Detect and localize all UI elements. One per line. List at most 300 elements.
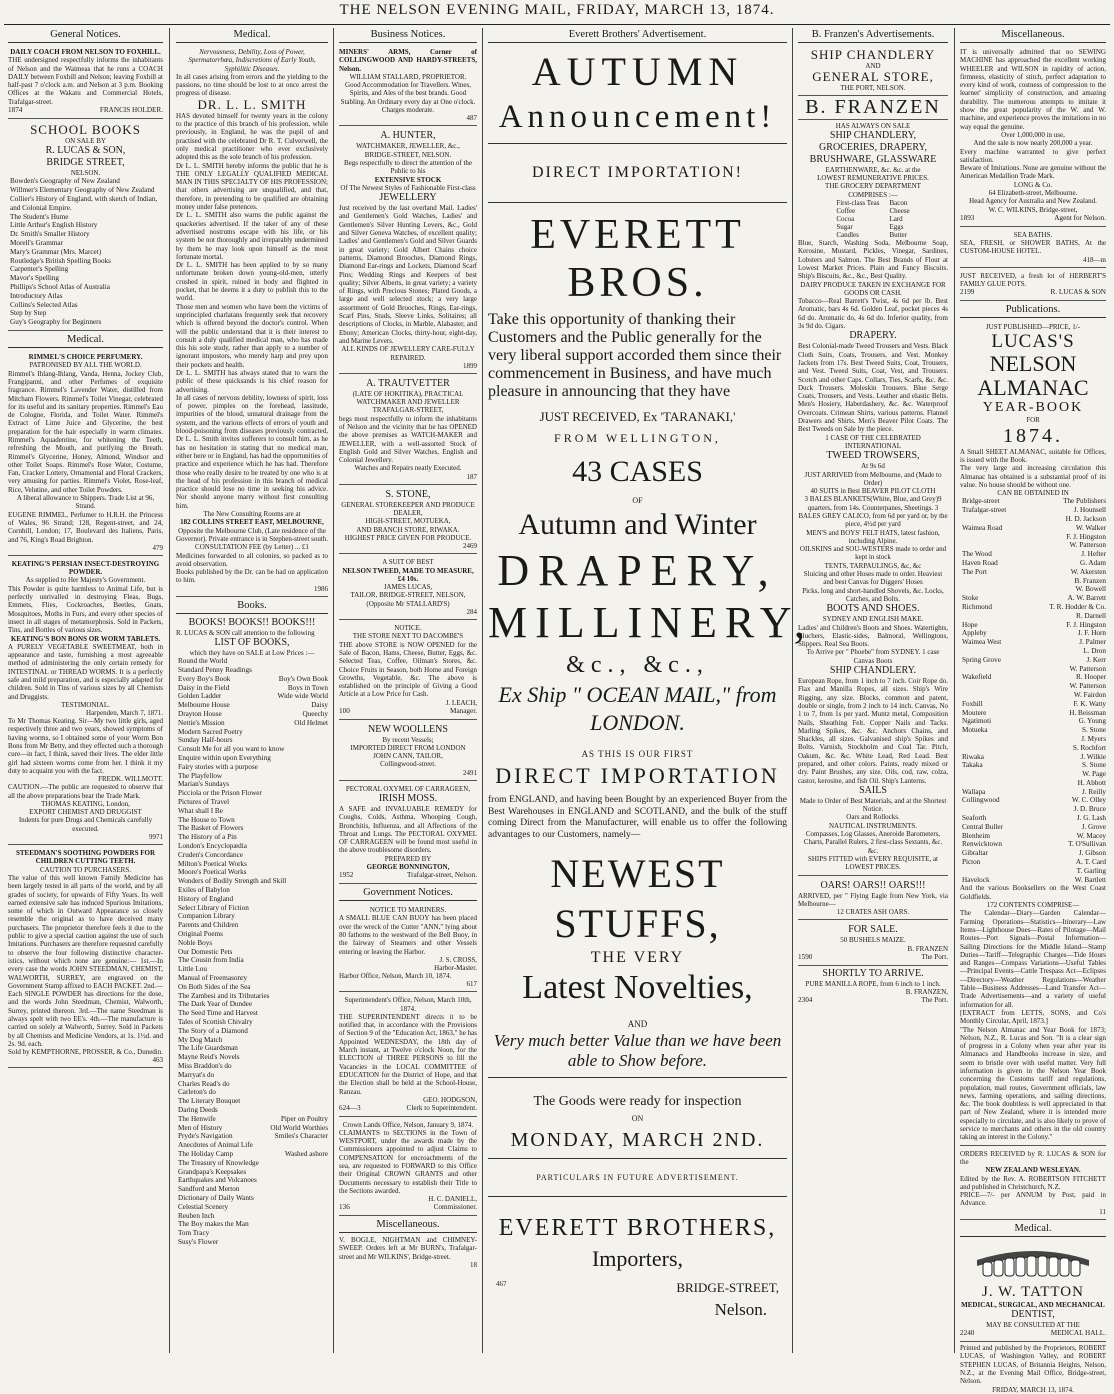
list-item <box>178 772 328 781</box>
agent-place: Takaka <box>962 761 983 770</box>
agent-name: H. D. Jackson <box>1065 514 1106 523</box>
ad-body: European Rope, from 1 inch to 7 inch. Coir Rope do. Flax and Manilla Ropes, all sizes. Ship's Wire Rigging, any size. Blocks, common and patent, double or single, from 2 inch to 14 inch. Canvas, No 1 to 7, from 1s per yard. Muntz metal, Composition Nails, Sheathing Felt. Copper Nails and Tacks. Marling Spikes, &c. &c. Anchors Chains, and Shackles, all sizes. Galvanised ship's Spikes and Bolts. Varnish, Stockholm and Coal Tar. Pitch, Oakum, &c. &c. White Lead, Red Lead. Best prepared, and other colors. Paints, ready mixed or dry. Paint Brushes, any size. Oils, cod, raw, colza, castor, kerosine, and fish Oil. Ship's Lanterns. <box>798 677 948 785</box>
ad-address: MEDICAL HALL. <box>1050 1329 1106 1338</box>
trautvetter-advert <box>339 376 477 485</box>
agent-row <box>962 717 1106 726</box>
ad-number: 2240 <box>960 1329 975 1338</box>
agent-name: S. Stone <box>1082 726 1106 735</box>
ev-value: Very much better Value than we have been able to Show before. <box>493 1031 782 1070</box>
agent-row <box>962 867 1106 876</box>
book-title: Select Library of Fiction <box>178 903 249 912</box>
agent-place: Collingwood <box>962 796 1000 805</box>
ad-body: JUST RECEIVED, a fresh lot of HERBERT'S FAMILY GLUE POTS. <box>960 271 1106 288</box>
ad-line: LOWEST REMUNERATIVE PRICES. <box>817 174 929 183</box>
agent-row <box>962 647 1106 656</box>
agent-row <box>962 621 1106 630</box>
ad-title: LUCAS'S <box>991 331 1075 353</box>
ad-body: 3 BALES BLANKETS(White, Blue, and Grey)9 quarters, from 14s. Counterpanes, Sheetings. 3 BALES GREY CALICO, from 6d per yard or, by the piece, 4½d per yard <box>798 495 948 529</box>
ad-note: Watches and Repairs neatly Executed. <box>354 464 462 473</box>
agent-row <box>962 612 1106 621</box>
ad-title: SHIP CHANDLERY <box>810 47 936 62</box>
agent-place: Picton <box>962 858 981 867</box>
ad-firm: LONG & Co. <box>1013 180 1053 189</box>
agent-place: Central Buller <box>962 822 1003 831</box>
book-title: Celestial Scenery <box>178 1202 229 1211</box>
agent-row <box>962 832 1106 841</box>
ad-role: TAILOR, BRIDGE-STREET, NELSON, <box>350 591 466 600</box>
list-item: Little Arthur's English History <box>10 221 98 230</box>
teeth-icon <box>973 1246 1093 1280</box>
ev-received: JUST RECEIVED, Ex 'TARANAKI,' <box>539 409 736 424</box>
book-title: The Story of a Diamond <box>178 1026 248 1035</box>
ad-note: PREPARED BY <box>384 854 432 863</box>
ad-title: KEATING'S PERSIAN INSECT-DESTROYING POWDER. <box>11 559 160 577</box>
book-title: The Dark Year of Dundee <box>178 1000 253 1009</box>
divider <box>488 1196 787 1197</box>
book-title: Dictionary of Daily Wants <box>178 1193 254 1202</box>
column-miscellaneous <box>956 28 1110 1394</box>
ev-monday: MONDAY, MARCH 2ND. <box>510 1129 765 1151</box>
ad-title: DR. L. L. SMITH <box>197 96 307 112</box>
column-medical-books <box>172 28 332 1353</box>
ad-subtitle: GENERAL STORE, <box>812 69 934 85</box>
list-item <box>178 824 328 833</box>
ev-cases: 43 CASES <box>572 455 703 488</box>
ad-address: Collingwood-street. <box>380 760 436 769</box>
list-item <box>178 851 328 860</box>
keating-advert <box>8 558 163 845</box>
agent-name: S. Stone <box>1082 761 1106 770</box>
ad-note: COMPRISES :— <box>848 190 898 199</box>
ad-signature: FREDK. WILLMOTT. <box>98 775 163 784</box>
ad-body: NELSON TWEED, MADE TO MEASURE, £4 10s. <box>342 566 474 583</box>
ad-line: EARTHENWARE, &c. &c. at the <box>825 165 921 174</box>
agent-name: W. Patterson <box>1069 682 1106 691</box>
book-title: The Holiday Camp <box>178 1149 234 1158</box>
list-item <box>178 1238 328 1247</box>
ad-body: THE SUPERINTENDENT directs it to be notified that, in accordance with the Provisions of Section 9 of the "Education Act, 1863," he has Appointed WEDNESDAY, the 18th day of March instant, at Twelve o'clock Noon, for the ELECTION of THREE PERSONS to fill the Vacancies in the LOCAL COMMITTEE of EDUCATION for the District of Hope, and that the Election shall be held at the School-House, Ranzau. <box>339 1012 477 1096</box>
book-title: The Seed Time and Harvest <box>178 1009 258 1018</box>
list-item <box>178 745 328 754</box>
agent-name: J. Gibson <box>1078 849 1106 858</box>
book-title: Moore's Poetical Works <box>178 868 247 877</box>
column-rule <box>333 28 334 1353</box>
list-item <box>178 780 328 789</box>
divider <box>488 143 787 144</box>
ad-signature: J. S. CROSS, <box>439 955 477 964</box>
ad-line: 40 SUITS in Best BEAVER PILOT CLOTH <box>810 487 936 496</box>
ad-number: 2304 <box>798 995 813 1004</box>
ad-title: MINERS' ARMS, Corner of COLLINGWOOD AND HARDY-STREETS, Nelson. <box>339 48 477 73</box>
ad-subtitle: EXTENSIVE STOCK <box>374 175 442 184</box>
ad-body: Edited by the Rev. A. ROBERTSON FITCHETT and published in Christchurch, N.Z. <box>960 1174 1106 1191</box>
agent-row <box>962 665 1106 674</box>
agent-name: G. Adam <box>1080 558 1106 567</box>
agent-name: S. Rochfort <box>1072 743 1106 752</box>
list-item <box>178 701 328 710</box>
list-item: The Student's Hume <box>10 212 69 221</box>
list-item <box>178 842 328 851</box>
ad-signature-row <box>798 996 948 1005</box>
ad-subtitle: TENTS, TARPAULINGS, &c, &c <box>824 561 922 570</box>
book-title: Charles Read's do <box>178 1079 230 1088</box>
agent-row <box>962 700 1106 709</box>
ad-role: GENERAL STOREKEEPER AND PRODUCE DEALER, <box>341 500 475 518</box>
agent-row <box>962 779 1106 788</box>
agent-row <box>962 594 1106 603</box>
agent-place: The Port <box>962 567 987 576</box>
agent-row <box>962 796 1106 805</box>
list-item <box>178 1106 328 1115</box>
oars-advert <box>798 878 948 921</box>
ad-address: The Port. <box>921 995 948 1004</box>
list-item <box>178 675 328 684</box>
ad-title: SEA BATHS. <box>1013 230 1053 239</box>
ad-signature-row <box>960 1329 1106 1338</box>
book-title: The Zambesi and its Tributaries <box>178 991 270 1000</box>
agent-row <box>962 735 1106 744</box>
book-title: Carleton's do <box>178 1088 216 1097</box>
agent-place: Bridge-street <box>962 497 1000 506</box>
ad-body: Tobacco—Real Barrett's Twist, 4s 6d per lb. Best Aromatic, bars 4s 6d. Golden Leaf, pocket pieces 4s 6d do. Aromatic do, 4s 6d do. Inferior quality, from 3s 9d do. Cigars. <box>798 297 948 331</box>
ad-role: Harbor-Master. <box>434 963 477 972</box>
section-header: Books. <box>176 599 328 614</box>
agent-row <box>962 840 1106 849</box>
agent-row <box>962 753 1106 762</box>
book-title: Noble Boys <box>178 938 213 947</box>
book-title: The Boy makes the Man <box>178 1220 249 1229</box>
ev-direct: DIRECT IMPORTATION! <box>531 164 743 181</box>
agent-row <box>962 541 1106 550</box>
ad-body: SHIPS FITTED with EVERY REQUISITE, at LOWEST PRICES. <box>807 854 939 872</box>
list-item <box>178 1115 328 1124</box>
ad-role: MEDICAL, SURGICAL, AND MECHANICAL <box>961 1300 1105 1309</box>
agent-place: Moutere <box>962 708 987 717</box>
agent-row <box>962 550 1106 559</box>
ad-body: Dr L. L. SMITH hereby informs the public that he is THE ONLY LEGALLY QUALIFIED MEDICAL MAN IN THIS SPECIALTY OF HIS PROFESSION; that others advertising are unqualified, and that, therefore, in pretending to be qualified are obtaining money under false pretences. <box>176 161 328 212</box>
agent-name: J. Myers <box>1081 734 1106 743</box>
wesleyan-advert <box>960 1148 1106 1220</box>
agent-name: J. Wilkie <box>1080 752 1106 761</box>
glue-pots-advert <box>960 270 1106 301</box>
book-title: What shall I Be <box>178 806 223 815</box>
list-item <box>178 1212 328 1221</box>
ad-title: FOR SALE. <box>848 924 898 936</box>
book-title: On Both Sides of the Sea <box>178 982 251 991</box>
list-item <box>178 657 328 666</box>
agent-place: The Wood <box>962 550 992 559</box>
agent-place: Waimea Road <box>962 523 1003 532</box>
ad-number: 100 <box>339 706 350 715</box>
book-title: Marian's Sundays <box>178 780 230 789</box>
ad-city: NELSON. <box>70 169 101 178</box>
ad-line: GROCERIES, DRAPERY, <box>819 141 927 153</box>
ad-body: And the various Booksellers on the West Coast Goldfields. <box>960 884 1106 901</box>
list-item: Collier's History of England, with sketch of Indian, and Colonial Empire. <box>10 195 158 212</box>
agent-row <box>962 849 1106 858</box>
book-title: History of England <box>178 894 234 903</box>
ad-fee: CONSULTATION FEE (by Letter) ... £1 <box>195 543 309 552</box>
book-title: Daring Deeds <box>178 1105 218 1114</box>
ad-body: Of The Newest Styles of Fashionable First-class <box>340 183 476 192</box>
ad-title: NOTICE TO MARINERS. <box>369 906 447 915</box>
bogle-advert <box>339 1236 477 1269</box>
list-item <box>178 974 328 983</box>
agent-name: G. Young <box>1078 717 1106 726</box>
ev-street: BRIDGE-STREET, <box>676 1280 779 1295</box>
masthead-rule <box>4 24 1110 25</box>
ad-body: Books published by the Dr. can be had on application to him. <box>176 568 328 585</box>
ad-firm: GEORGE BONNINGTON, <box>366 863 450 872</box>
ad-role: Clerk to Superintendent. <box>406 1103 477 1112</box>
book-title: Reuben Inch <box>178 1211 215 1220</box>
list-item: Cocoa <box>836 215 855 224</box>
list-item: Coffee <box>836 207 856 216</box>
book-title: The House to Town <box>178 815 235 824</box>
ad-address: BRIDGE STREET, <box>46 157 125 169</box>
ev-etc: &c., &c., <box>566 652 709 678</box>
agent-name: J. D. Bruce <box>1073 805 1106 814</box>
divider <box>488 1077 787 1078</box>
ad-caution: CAUTION.—The public are requested to observe that all the above preparations bear the Trade Mark. <box>8 783 163 800</box>
agent-place: Wallapa <box>962 787 986 796</box>
column-rule <box>792 28 793 1353</box>
agent-row <box>962 585 1106 594</box>
tweed-suit-advert <box>339 556 477 620</box>
book-title: Consult Me for all you want to know <box>178 745 285 754</box>
ev-firm: EVERETT BROTHERS, <box>498 1215 777 1241</box>
ad-body: The value of this well known Family Medicine has been largely tested in all parts of the world, and by all grades of society, for upwards of Fifty Years. Its well earned extensive sale has induced Spurious Imitations, some of which in Outward Appearance so closely resemble the original as to have deceived many purchasers. The proprietor therefore feels it due to the public to give a special caution against the use of such Imitations. Purchasers are therefore requested carefully to observe the four following distinctive character-istics, without which none are genuine:— 1st.—In every case the words JOHN STEEDMAN, CHEMIST, WALWORTH, SURREY, are engraved on the Government Stamp affixed to EACH PACKET. 2nd.—Each SINGLE POWDER has directions for the dose, and the words John Steedman, Chemist, Walworth, Surrey, printed thereon. 3rd.—The name Steedman is always spelt with two EE's. 4th.—The manufacture is carried on solely at Walworth, Surrey. Sold in Packets by all Chemists and Medicine Vendors, at 1s. 1½d. and 2s. 9d. each. <box>8 873 163 1048</box>
list-item <box>178 1044 328 1053</box>
ad-body: Made to Order of Best Materials, and at the Shortest Notice. <box>799 796 947 814</box>
ad-body: Indents for pure Drugs and Chemicals carefully executed. <box>18 816 153 833</box>
list-item: Routledge's British Spelling Books <box>10 256 111 265</box>
agent-place: Ngatimoti <box>962 717 992 726</box>
list-item <box>178 807 328 816</box>
ad-body: Rimmel's Ihlang-Ihlang, Vanda, Henna, Jockey Club, Frangipanni, and other Perfumes of exquisite fragrance. Rimmel's Lavender Water, distilled from Mitcham Flowers. Rimmel's Toilet Vinegar, celebrated for its useful and its sanitary properties. Rimmel's Eau de Cologne, Florida, and Toilet Water. Rimmel's Extract of Lime Juice and Glycerine, the best preparation for the hair especially in warm climates. Rimmel's Aquadentine, for whitening the Teeth, refreshing the Mouth, and purifying the Breath. Rimmel's Glycerine, Honey, Almond, Windsor and other Toilet Soaps. Rimmel's Rose Water, Costume, Fan, Cracker Lottery, Ornamental and Floral Crackers, very amusing for parties. Rimmel's Violet, Rose-leaf, Rice, Velutine, and other Toilet Powders. <box>8 369 163 494</box>
agent-row <box>962 638 1106 647</box>
agent-name: W. Walker <box>1075 523 1106 532</box>
ev-number: 467 <box>496 1280 507 1288</box>
agent-place: Waimea West <box>962 638 1002 647</box>
list-item <box>178 1159 328 1168</box>
ad-subtitle: 172 CONTENTS COMPRISE— <box>986 901 1080 910</box>
ad-title: A. HUNTER, <box>380 130 436 142</box>
list-item <box>178 1097 328 1106</box>
book-title: Drayton House <box>178 710 222 719</box>
ad-body: which they have on SALE at Low Prices :— <box>189 649 315 657</box>
ad-firm: JAMES LUCAS, <box>383 583 433 592</box>
agent-row <box>962 726 1106 735</box>
ad-number: 2469 <box>463 542 477 551</box>
book-title: Fairy stories with a purpose <box>178 762 258 771</box>
agent-row <box>962 814 1106 823</box>
ad-number: 487 <box>466 114 477 123</box>
ev-from: FROM WELLINGTON, <box>554 431 721 445</box>
list-item: Introductory Atlas <box>10 291 63 300</box>
ad-address: BRIDGE-STREET, NELSON. <box>364 150 452 159</box>
ad-number: 284 <box>466 608 477 617</box>
agent-name: J. Hounsell <box>1073 506 1106 515</box>
list-item: Phillips's School Atlas of Australia <box>10 283 110 292</box>
imprint <box>960 1344 1106 1394</box>
list-item <box>178 1071 328 1080</box>
book-title: Enquire within upon Everything <box>178 754 271 763</box>
ad-role: Manager. <box>450 706 477 715</box>
books-advert <box>176 617 328 1247</box>
agent-place: Riwaka <box>962 752 984 761</box>
book-title: The Cousin from India <box>178 956 244 965</box>
list-item <box>178 710 328 719</box>
list-item <box>178 877 328 886</box>
ad-firm: B. FRANZEN <box>798 95 948 120</box>
ev-newest: NEWEST STUFFS, <box>550 851 725 946</box>
list-item <box>178 948 328 957</box>
list-item <box>178 886 328 895</box>
ev-autumn-winter: Autumn and Winter <box>518 508 757 541</box>
list-item: Guy's Geography for Beginners <box>10 318 102 327</box>
ad-title: SHORTLY TO ARRIVE. <box>822 967 924 979</box>
ev-ship: Ex Ship " OCEAN MAIL," from LONDON. <box>498 682 777 735</box>
ad-rooms: The New Consulting Rooms are at <box>203 510 301 519</box>
list-item <box>178 692 328 701</box>
ad-signature-row <box>339 1104 477 1113</box>
book-title: Old World Worthies <box>270 1123 328 1132</box>
book-title: Manual of Freemasonry <box>178 973 248 982</box>
list-item <box>178 736 328 745</box>
ad-body: A Small SHEET ALMANAC, suitable for Offices, is issued with the Book. <box>960 447 1106 464</box>
ad-body: This Powder is quite harmless to Animal Life, but is perfectly unrivalled in destroying Fleas, Bugs, Emmets, Flies, Cockroaches, Beetles, Gnats, Mosquitoes, Moths in Furs, and every other species of insect in all stages of metamorphosis. Sold in Packets, Tins, and Bottles of various sizes. <box>8 584 163 635</box>
book-title: Smiles's Character <box>274 1132 328 1141</box>
ad-number: 463 <box>152 1056 163 1065</box>
ad-address: HIGH-STREET, MOTUEKA, <box>365 517 451 526</box>
ad-signature: B. FRANZEN, <box>905 987 948 996</box>
ad-title: A. TRAUTVETTER <box>366 377 450 389</box>
ev-millinery: MILLINERY, <box>488 598 813 647</box>
ev-announcement: Announcement! <box>498 99 777 135</box>
list-item <box>178 992 328 1001</box>
agent-name: R. Darnell <box>1076 611 1106 620</box>
list-item <box>178 1176 328 1185</box>
agent-row <box>962 568 1106 577</box>
ad-body: Beware of Imitations. None are genuine without the American Medallion Trade Mark. <box>960 164 1106 181</box>
ad-signature: FRANCIS HOLDER. <box>99 106 163 115</box>
book-title: Parents and Children <box>178 921 239 930</box>
ad-line: And the sale is now nearly 200,000 a year. <box>973 139 1093 148</box>
ad-role: Commissioner. <box>433 1203 477 1212</box>
ad-body: CLAIMANTS to SECTIONS in the Town of WESTPORT, under the awards made by the Commissioners appointed to adjust Claims to COMPENSATION for encroachments of the sea, are requested to FORWARD to this Office their Original CROWN GRANTS and other Documents necessary to establish their Title to the Sections awarded. <box>339 1128 477 1195</box>
agent-name: J. Kerr <box>1086 655 1106 664</box>
list-item <box>178 763 328 772</box>
list-item <box>178 754 328 763</box>
ad-number: 1952 <box>339 871 354 880</box>
ev-very: THE VERY <box>590 949 685 966</box>
section-header: Publications. <box>960 303 1106 318</box>
ad-body: To Arrive per " Phoebe" from SYDNEY. 1 case Canvas Boots <box>806 648 940 665</box>
column-business-notices <box>335 28 481 1353</box>
agent-place: Gibraltar <box>962 849 988 858</box>
ad-line: INTERNATIONAL <box>845 441 901 450</box>
list-item <box>178 1053 328 1062</box>
list-item <box>178 1018 328 1027</box>
maize-advert <box>798 922 948 965</box>
ad-subtitle: As supplied to Her Majesty's Government. <box>25 576 146 585</box>
book-title: Tom Tracy <box>178 1229 210 1238</box>
section-header: Everett Brothers' Advertisement. <box>488 28 787 43</box>
ad-body: Dr L. L. SMITH has always stated that to warn the public of these quicksands is his chief reason for advertising. <box>176 368 328 394</box>
list-item: Candles <box>836 231 859 240</box>
ad-signature: J. LEACH, <box>445 698 477 707</box>
grocery-left-list <box>836 199 879 239</box>
column-rule <box>169 28 170 1353</box>
ad-number: 1590 <box>798 952 813 961</box>
ad-agent: W. C. WILKINS, Bridge-street, <box>988 205 1078 214</box>
agent-place: Seaforth <box>962 814 987 823</box>
book-title: The History of a Pin <box>178 833 237 842</box>
list-item: Lard <box>889 215 903 224</box>
book-title: Sandford and Merton <box>178 1185 240 1194</box>
ad-title: PECTORAL OXYMEL OF CARRAGEEN, <box>345 784 471 793</box>
ad-body: IT is universally admitted that no SEWING MACHINE has approached the excellent working WHEELER and WILSON in rapidity of action, firmness, elasticity of stitch, perfect adaptation to every kind of work, costness of compression to the learner' simplicity of construction, and amazing durability. The numerous attempts to imitate it show the great popularity of the W. and W. machine, and experience proves the imitations in no way equal the genuine. <box>960 48 1106 131</box>
book-title: The Playfellow <box>178 771 223 780</box>
agent-row <box>962 673 1106 682</box>
ad-body: Dr L. L. SMITH has been applied to by so many unfortunate broken down young-old-men, utterly crushed in spirit, ruined in body and flighted in pocket, that he deems it a duty to publish this to the world. <box>176 261 328 303</box>
list-item: Bowden's Geography of New Zealand <box>10 177 120 186</box>
ad-body: THE above STORE is NOW OPENED for the Sale of Bacon, Hams, Cheese, Butter, Eggs, &c. Selected Teas, Coffee, Oilman's Stores, &c. Choice Fruits in Season, both Home and Foreign Growths, Vegetable, &c. The above is established on the principle of Giving a Good Article at a Low Price for Cash. <box>339 640 477 699</box>
list-item <box>178 1168 328 1177</box>
agent-row <box>962 691 1106 700</box>
book-title: The Henwife <box>178 1114 216 1123</box>
ad-note: SYDNEY AND ENGLISH MAKE. <box>822 615 924 624</box>
agent-name: W. Bowell <box>1075 585 1106 594</box>
book-title: Miss Braddon's do <box>178 1061 232 1070</box>
agent-place: Hope <box>962 620 978 629</box>
agent-name: J. Palmer <box>1079 638 1106 647</box>
ad-subtitle: LIST OF BOOKS, <box>214 637 290 648</box>
imprint-date: FRIDAY, MARCH 13, 1874. <box>992 1385 1074 1394</box>
ev-importers: Importers, <box>591 1246 684 1271</box>
ad-subtitle: ON SALE BY <box>65 136 106 145</box>
list-item: Butter <box>889 231 907 240</box>
agent-row <box>962 805 1106 814</box>
agent-name: J. Hefter <box>1081 550 1106 559</box>
ev-on: ON <box>631 1114 644 1123</box>
school-book-list <box>8 177 163 327</box>
ad-number: 1899 <box>463 361 477 370</box>
ad-subtitle: 12 CRATES ASH OARS. <box>836 908 910 917</box>
ev-paragraph: from ENGLAND, and having been Bought by an experienced Buyer from the Best Warehouses in ENGLAND and SCOTLAND, and the bulk of the stuff coming Direct from the Manufacturer, will enable us to offer the following advantages to our Customers, namely— <box>488 795 787 840</box>
book-title: Daisy <box>311 701 328 710</box>
list-item: Bacon <box>889 199 908 208</box>
ad-address: The Port. <box>921 952 948 961</box>
ad-number: 187 <box>466 472 477 481</box>
list-item: Eggs <box>889 223 904 232</box>
ad-signature-row <box>339 707 477 716</box>
ad-body: ARRIVED, per " Flying Eagle from New York, via Melbourne— <box>798 891 948 908</box>
agent-name: R. Hooper <box>1076 673 1106 682</box>
list-item <box>178 1229 328 1238</box>
agent-place: Spring Grove <box>962 655 1001 664</box>
ev-drapery: DRAPERY, <box>497 546 778 595</box>
book-title: Tales of Scottish Chivalry <box>178 1017 253 1026</box>
ad-body: Good Accommodation for Travellers. Wines, Spirits, and Ales of the best brands. Good Stabling. An Ordinary every day at One o'clock. Charges moderate. <box>340 81 476 115</box>
ad-year: 1874. <box>1003 424 1063 447</box>
section-header: Medical. <box>8 333 163 348</box>
agent-list <box>960 497 1106 884</box>
ad-body: ORDERS RECEIVED by R. LUCAS & SON for the <box>960 1149 1106 1166</box>
ad-body: THE undersigned respectfully informs the inhabitants of Nelson and the Waimeas that he runs a COACH DAILY between Foxhill and Nelson; leaving Foxhill at half-past 7 o'clock a.m. and Nelson at 3 p.m. Booking Offices at the Wakatu and Commercial Hotels, Trafalgar-street. <box>8 56 163 106</box>
section-header: Government Notices. <box>339 886 477 901</box>
